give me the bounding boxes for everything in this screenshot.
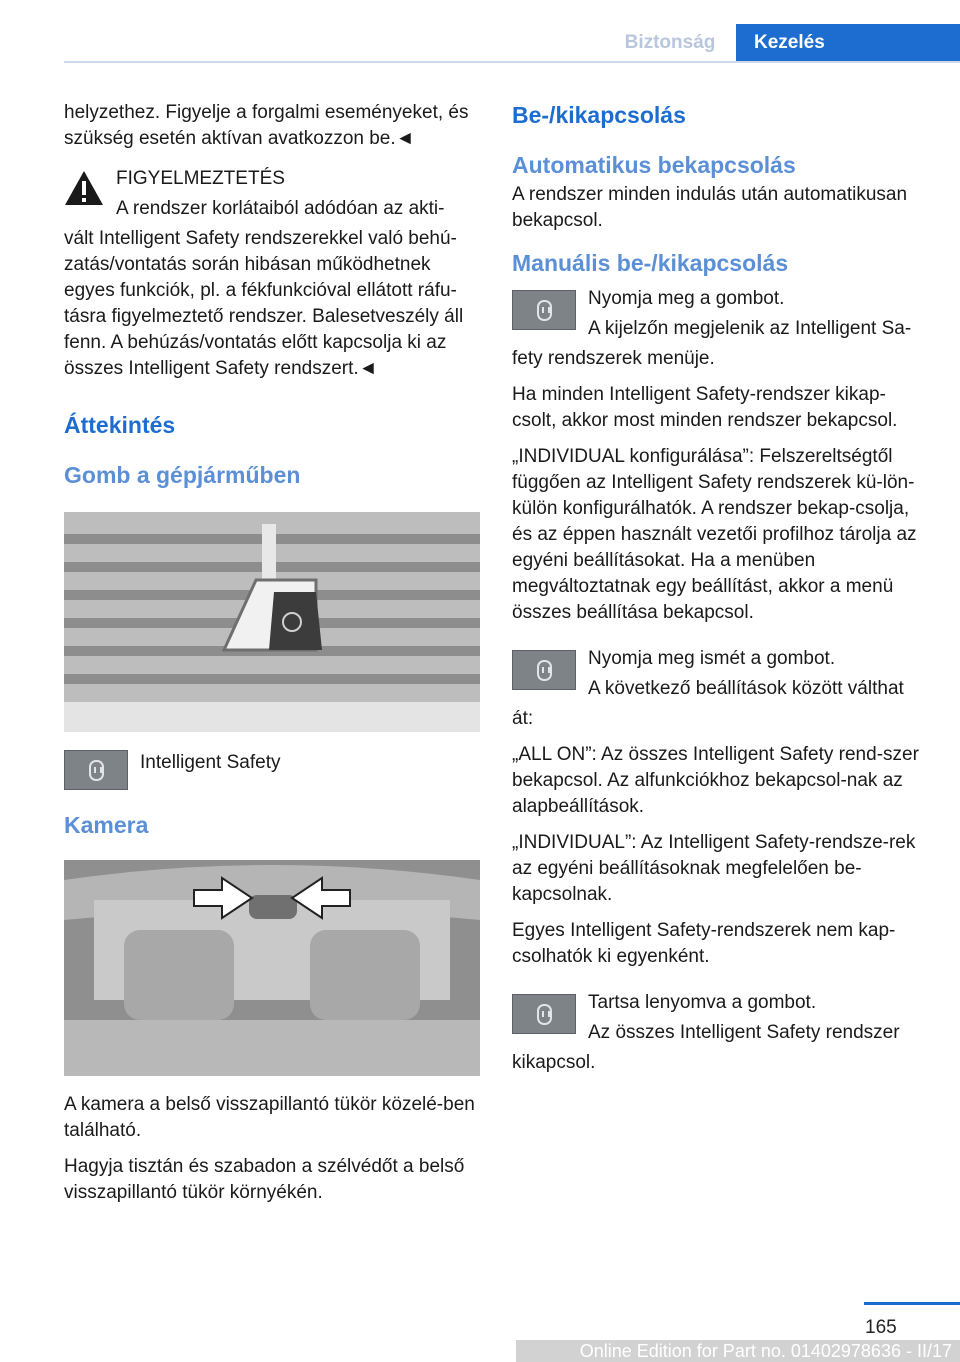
intelligent-safety-row — [64, 750, 480, 810]
camera-photo — [64, 860, 480, 1076]
step-press-again-continuation: át: — [512, 708, 534, 729]
step-press-again-row — [512, 646, 928, 706]
step-press-continuation: fety rendszerek menüje. — [512, 348, 715, 369]
all-off-paragraph: Ha minden Intelligent Safety-rendszer kikap-csolt, akkor most minden rendszer bekapcsol. — [512, 384, 898, 431]
not-switchable-paragraph: Egyes Intelligent Safety-rendszerek nem kap-csolhatók ki egyenként. — [512, 920, 896, 967]
edition-footer: Online Edition for Part no. 01402978636 - II/17 — [516, 1340, 960, 1362]
individual-paragraph: „INDIVIDUAL”: Az Intelligent Safety-rendsze-rek az egyéni beállításoknak megfelelően be-kapcsolnak. — [512, 832, 916, 905]
step-press-text: Nyomja meg a gombot. — [588, 288, 785, 309]
step-hold-button-icon — [512, 994, 576, 1034]
step-press-again-result: A következő beállítások között válthat — [588, 678, 904, 699]
individual-config-paragraph: „INDIVIDUAL konfigurálása”: Felszereltségtől függően az Intelligent Safety rendszerek kü-lön-külön konfigurálhatók. A rendszer bekap-csolja, és az éppen használt vezetői profilhoz tárolja az egyéni beállításokat. Ha a menüben megváltoztatnak egy beállítást, akkor a menü összes beállítása bekapcsol. — [512, 446, 917, 623]
intelligent-safety-button-icon — [64, 750, 128, 790]
auto-paragraph: A rendszer minden indulás után automatikusan bekapcsol. — [512, 184, 908, 231]
step-press-result: A kijelzőn megjelenik az Intelligent Sa- — [588, 318, 912, 339]
camera-paragraph-1: A kamera a belső visszapillantó tükör közelé-ben található. — [64, 1094, 475, 1141]
subheading-auto: Automatikus bekapcsolás — [512, 152, 796, 178]
warning-title: FIGYELMEZTETÉS — [116, 168, 285, 189]
warning-text: vált Intelligent Safety rendszerekkel való behú-zatás/vontatás során hibásan működhetnek egyes funkciók, pl. a fékfunkcióval ellátott ráfu-tásra figyelmeztető rendszer. Balesetveszély áll fenn. A behúzás/vontatás előtt kapcsolja ki az összes Intelligent Safety rendszert.◄ — [64, 228, 464, 379]
step-hold-text: Tartsa lenyomva a gombot. — [588, 992, 817, 1013]
step-hold-result: Az összes Intelligent Safety rendszer — [588, 1022, 900, 1043]
intelligent-safety-label: Intelligent Safety — [140, 752, 281, 773]
footer-rule — [864, 1302, 960, 1305]
button-photo — [64, 512, 480, 732]
subheading-manual: Manuális be-/kikapcsolás — [512, 250, 789, 276]
car-interior-image — [64, 860, 480, 1076]
warning-first-line: A rendszer korlátaiból adódóan az akti- — [116, 198, 445, 219]
warning-block — [64, 166, 480, 236]
warning-icon — [64, 170, 104, 206]
step-hold-continuation: kikapcsol. — [512, 1052, 596, 1073]
tab-biztonsag[interactable]: Biztonság — [624, 31, 716, 53]
camera-paragraph-2: Hagyja tisztán és szabadon a szélvédőt a belső visszapillantó tükör környékén. — [64, 1156, 465, 1203]
intro-paragraph: helyzethez. Figyelje a forgalmi eseményeket, és szükség esetén aktívan avatkozzon be.◄ — [64, 102, 469, 149]
step-press-again-button-icon — [512, 650, 576, 690]
subheading-camera: Kamera — [64, 812, 149, 838]
left-column — [64, 100, 480, 1216]
tab-kezeles[interactable]: Kezelés — [736, 24, 960, 61]
step-press-button-icon — [512, 290, 576, 330]
right-column — [512, 100, 928, 1086]
dashboard-vent-image — [64, 512, 480, 732]
step-hold-row — [512, 990, 928, 1050]
step-press-row — [512, 286, 928, 346]
header-rule — [64, 61, 960, 63]
page-number: 165 — [865, 1317, 897, 1338]
subheading-button: Gomb a gépjárműben — [64, 462, 301, 488]
all-on-paragraph: „ALL ON”: Az összes Intelligent Safety rend-szer bekapcsol. Az alfunkciókhoz bekapcsol-nak az alapbeállítások. — [512, 744, 919, 817]
heading-overview: Áttekintés — [64, 412, 176, 438]
step-press-again-text: Nyomja meg ismét a gombot. — [588, 648, 836, 669]
heading-onoff: Be-/kikapcsolás — [512, 102, 686, 128]
